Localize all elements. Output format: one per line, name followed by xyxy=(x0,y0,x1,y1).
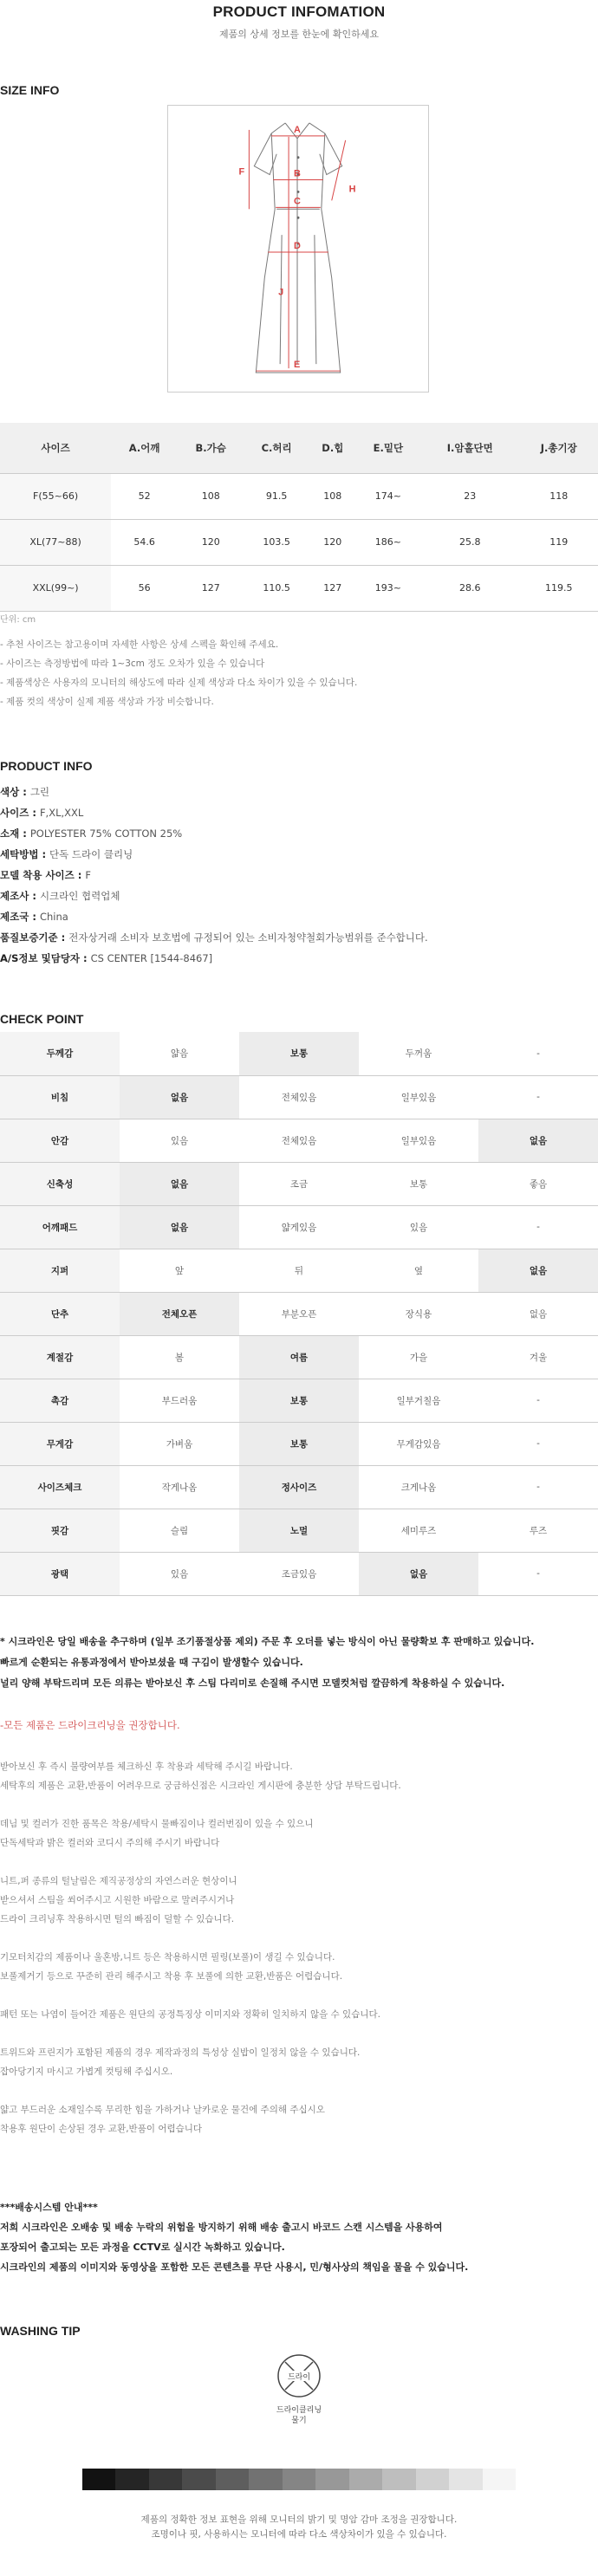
check-point-option: 세미루즈 xyxy=(359,1509,478,1552)
check-point-option: 봄 xyxy=(120,1335,239,1379)
check-point-option: 부분오픈 xyxy=(239,1292,359,1335)
care-line: 데님 및 컬러가 진한 품목은 착용/세탁시 물빠짐이나 컬러번짐이 있을 수 있으니 xyxy=(0,1819,314,1829)
care-line: 잡아당기지 마시고 가볍게 컷팅해 주십시오. xyxy=(0,2067,173,2077)
check-point-option: 루즈 xyxy=(478,1509,598,1552)
gray-swatch xyxy=(349,2469,382,2490)
check-point-row xyxy=(0,1379,598,1422)
check-point-option: 전체있음 xyxy=(239,1119,359,1162)
size-cell: 120 xyxy=(309,519,356,565)
size-notes xyxy=(0,635,357,711)
product-info-row: 품질보증기준 : 전자상거래 소비자 보호법에 규정되어 있는 소비자청약철회가능범위를 준수합니다. xyxy=(0,931,428,944)
care-line: 받으셔서 스팀을 쐬어주시고 시원한 바람으로 말려주시거나 xyxy=(0,1895,235,1905)
size-cell: XXL(99~) xyxy=(0,565,111,611)
care-line: 착용후 원단이 손상된 경우 교환,반품이 어렵습니다 xyxy=(0,2124,203,2134)
label-f: F xyxy=(238,166,245,178)
check-point-row xyxy=(0,1249,598,1292)
product-info-list xyxy=(0,782,428,969)
check-point-option: 좋음 xyxy=(478,1162,598,1205)
size-table xyxy=(0,423,598,612)
check-point-label: 광택 xyxy=(0,1552,120,1595)
check-point-option: 장식용 xyxy=(359,1292,478,1335)
check-point-option-selected: 없음 xyxy=(478,1119,598,1162)
check-point-option: 있음 xyxy=(359,1205,478,1249)
wash-label: 드라이클리닝 xyxy=(276,2406,322,2415)
size-row xyxy=(0,473,598,519)
check-point-option-selected: 전체오픈 xyxy=(120,1292,239,1335)
size-cell: 119 xyxy=(519,519,598,565)
size-cell: 127 xyxy=(178,565,244,611)
page-header xyxy=(0,0,598,41)
check-point-option: 일부거칠음 xyxy=(359,1379,478,1422)
check-point-option: 무게감있음 xyxy=(359,1422,478,1465)
size-table-header xyxy=(0,423,598,473)
info-key: 소재 xyxy=(0,827,20,840)
check-point-option-selected: 보통 xyxy=(239,1032,359,1075)
check-point-option: 두꺼움 xyxy=(359,1032,478,1075)
check-point-option: 전체있음 xyxy=(239,1075,359,1119)
check-point-row xyxy=(0,1119,598,1162)
monitor-notice xyxy=(0,2513,598,2542)
dress-size-diagram xyxy=(167,105,429,393)
check-point-option: - xyxy=(478,1075,598,1119)
check-point-option: 있음 xyxy=(120,1552,239,1595)
info-value: 그린 xyxy=(29,786,50,798)
label-a: A xyxy=(294,124,301,135)
care-spacer xyxy=(0,1853,401,1872)
size-note: - 제품 컷의 색상이 실제 제품 색상과 가장 비슷합니다. xyxy=(0,697,214,707)
care-line: 얇고 부드러운 소재일수록 무리한 힘을 가하거나 날카로운 물건에 주의해 주십시오 xyxy=(0,2105,325,2115)
check-point-option: 슬림 xyxy=(120,1509,239,1552)
gray-swatch xyxy=(382,2469,415,2490)
check-point-row xyxy=(0,1465,598,1509)
label-e: E xyxy=(294,360,301,371)
care-notes xyxy=(0,1757,401,2138)
care-spacer xyxy=(0,2024,401,2043)
care-line: 보풀제거기 등으로 꾸준히 관리 해주시고 착용 후 보풀에 의한 교환,반품은 어렵습니다. xyxy=(0,1971,343,1982)
check-point-row xyxy=(0,1205,598,1249)
info-key: A/S정보 및담당자 xyxy=(0,952,81,964)
wash-label: 물기 xyxy=(291,2417,307,2425)
size-cell: 56 xyxy=(111,565,178,611)
check-point-table xyxy=(0,1032,598,1596)
size-cell: 118 xyxy=(519,473,598,519)
dry-clean-notice: -모든 제품은 드라이크리닝을 권장합니다. xyxy=(0,1719,180,1731)
delivery-notice xyxy=(0,1632,534,1694)
label-d: D xyxy=(294,241,301,251)
check-point-label: 무게감 xyxy=(0,1422,120,1465)
size-note: - 사이즈는 측정방법에 따라 1~3cm 정도 오차가 있을 수 있습니다 xyxy=(0,659,265,669)
check-point-option: 앞 xyxy=(120,1249,239,1292)
check-point-option: 보통 xyxy=(359,1162,478,1205)
check-point-row xyxy=(0,1552,598,1595)
gray-swatch xyxy=(249,2469,282,2490)
grayscale-calibration-bar xyxy=(82,2469,516,2490)
gray-swatch xyxy=(483,2469,516,2490)
info-value: F xyxy=(85,869,92,881)
footer-line: 제품의 정확한 정보 표현을 위해 모니터의 밝기 및 명암 감마 조정을 권장합니다. xyxy=(140,2514,458,2525)
check-point-option: 얇게있음 xyxy=(239,1205,359,1249)
info-value: 전자상거래 소비자 보호법에 규정되어 있는 소비자청약철회가능범위를 준수합니다. xyxy=(68,931,428,944)
check-point-option-selected: 없음 xyxy=(359,1552,478,1595)
care-line: 니트,퍼 종류의 털날림은 제직공정상의 자연스러운 현상이니 xyxy=(0,1876,237,1886)
care-spacer xyxy=(0,2081,401,2100)
size-cell: 25.8 xyxy=(420,519,519,565)
washing-tip-title: WASHING TIP xyxy=(0,2324,81,2338)
check-point-option: 크게나옴 xyxy=(359,1465,478,1509)
check-point-option: - xyxy=(478,1032,598,1075)
check-point-option-selected: 보통 xyxy=(239,1422,359,1465)
ship-line: 포장되어 출고되는 모든 과정을 CCTV로 실시간 녹화하고 있습니다. xyxy=(0,2242,285,2253)
check-point-option: 얇음 xyxy=(120,1032,239,1075)
ship-line: 저희 시크라인은 오배송 및 배송 누락의 위험을 방지하기 위해 배송 출고시 바코드 스캔 시스템을 사용하여 xyxy=(0,2222,443,2233)
check-point-option: - xyxy=(478,1552,598,1595)
check-point-option-selected: 없음 xyxy=(478,1249,598,1292)
size-cell: 127 xyxy=(309,565,356,611)
size-cell: 174~ xyxy=(356,473,420,519)
size-col-header: J.총기장 xyxy=(519,423,598,473)
notice-line: 널리 양해 부탁드리며 모든 의류는 받아보신 후 스팀 다리미로 손질해 주시면 모델컷처럼 깔끔하게 착용하실 수 있습니다. xyxy=(0,1677,505,1689)
check-point-row xyxy=(0,1032,598,1075)
care-line: 드라이 크리닝후 착용하시면 털의 빠짐이 덜할 수 있습니다. xyxy=(0,1914,235,1924)
product-info-row: A/S정보 및담당자 : CS CENTER [1544-8467] xyxy=(0,952,213,964)
check-point-label: 비침 xyxy=(0,1075,120,1119)
check-point-option: 가을 xyxy=(359,1335,478,1379)
check-point-option-selected: 없음 xyxy=(120,1075,239,1119)
check-point-label: 어깨패드 xyxy=(0,1205,120,1249)
info-key: 색상 xyxy=(0,786,20,798)
product-info-row: 제조국 : China xyxy=(0,911,68,923)
check-point-option-selected: 여름 xyxy=(239,1335,359,1379)
size-col-header: A.어깨 xyxy=(111,423,178,473)
info-key: 세탁방법 xyxy=(0,848,39,860)
gray-swatch xyxy=(82,2469,115,2490)
size-col-header: D.힙 xyxy=(309,423,356,473)
care-spacer xyxy=(0,1929,401,1948)
check-point-option: - xyxy=(478,1465,598,1509)
size-note: - 추천 사이즈는 참고용이며 자세한 사항은 상세 스펙을 확인해 주세요. xyxy=(0,639,279,650)
label-j: J xyxy=(278,287,284,298)
size-cell: 23 xyxy=(420,473,519,519)
check-point-option: 있음 xyxy=(120,1119,239,1162)
size-note: - 제품색상은 사용자의 모니터의 해상도에 따라 실제 색상과 다소 차이가 있을 수 있습니다. xyxy=(0,678,358,688)
product-info-row: 모델 착용 사이즈 : F xyxy=(0,869,92,881)
check-point-row xyxy=(0,1509,598,1552)
check-point-option: - xyxy=(478,1379,598,1422)
check-point-option: 조금 xyxy=(239,1162,359,1205)
label-b: B xyxy=(294,168,301,179)
care-line: 받아보신 후 즉시 불량여부를 체크하신 후 착용과 세탁해 주시길 바랍니다. xyxy=(0,1762,293,1772)
size-col-header: E.밑단 xyxy=(356,423,420,473)
check-point-option: 조금있음 xyxy=(239,1552,359,1595)
info-key: 모델 착용 사이즈 xyxy=(0,869,75,881)
size-cell: 103.5 xyxy=(244,519,309,565)
check-point-option: 부드러움 xyxy=(120,1379,239,1422)
info-value: CS CENTER [1544-8467] xyxy=(90,952,213,964)
size-row xyxy=(0,519,598,565)
check-point-label: 단추 xyxy=(0,1292,120,1335)
ship-line: ***배송시스템 안내*** xyxy=(0,2202,98,2213)
footer-line: 조명이나 핏, 사용하시는 모니터에 따라 다소 색상차이가 있을 수 있습니다. xyxy=(151,2529,447,2540)
shipping-notice xyxy=(0,2197,468,2277)
size-cell: F(55~66) xyxy=(0,473,111,519)
size-col-header: C.허리 xyxy=(244,423,309,473)
size-cell: 91.5 xyxy=(244,473,309,519)
dry-clean-icon xyxy=(273,2350,325,2402)
size-col-header: B.가슴 xyxy=(178,423,244,473)
check-point-option: 없음 xyxy=(478,1292,598,1335)
check-point-option-selected: 노멀 xyxy=(239,1509,359,1552)
size-cell: 120 xyxy=(178,519,244,565)
info-key: 제조국 xyxy=(0,911,29,923)
gray-swatch xyxy=(216,2469,249,2490)
check-point-option: 작게나옴 xyxy=(120,1465,239,1509)
size-row xyxy=(0,565,598,611)
info-value: China xyxy=(39,911,68,923)
check-point-label: 사이즈체크 xyxy=(0,1465,120,1509)
check-point-row xyxy=(0,1422,598,1465)
product-info-row: 색상 : 그린 xyxy=(0,786,50,798)
page-title: PRODUCT INFOMATION xyxy=(212,3,386,20)
check-point-option: - xyxy=(478,1422,598,1465)
dry-clean-icon-text: 드라이 xyxy=(287,2373,311,2382)
check-point-option: - xyxy=(478,1205,598,1249)
gray-swatch xyxy=(149,2469,182,2490)
check-point-label: 신축성 xyxy=(0,1162,120,1205)
gray-swatch xyxy=(283,2469,315,2490)
gray-swatch xyxy=(416,2469,449,2490)
care-spacer xyxy=(0,1795,401,1814)
size-cell: 52 xyxy=(111,473,178,519)
size-cell: XL(77~88) xyxy=(0,519,111,565)
care-line: 세탁후의 제품은 교환,반품이 어려우므로 궁금하신점은 시크라인 게시판에 충분한 상담 부탁드립니다. xyxy=(0,1781,401,1791)
ship-line: 시크라인의 제품의 이미지와 동영상을 포함한 모든 콘텐츠를 무단 사용시, 민/형사상의 책임을 물을 수 있습니다. xyxy=(0,2261,469,2273)
notice-line: * 시크라인은 당일 배송을 추구하며 (일부 조기품절상품 제외) 주문 후 오더를 넣는 방식이 아닌 물량확보 후 판매하고 있습니다. xyxy=(0,1636,535,1647)
product-info-row: 제조사 : 시크라인 협력업체 xyxy=(0,890,120,902)
care-line: 기모터치감의 제품이나 울혼방,니트 등은 착용하시면 필링(보풀)이 생길 수 있습니다. xyxy=(0,1952,335,1963)
product-info-row: 사이즈 : F,XL,XXL xyxy=(0,807,84,819)
dry-clean-symbol xyxy=(264,2350,334,2426)
size-cell: 28.6 xyxy=(420,565,519,611)
size-col-header: 사이즈 xyxy=(0,423,111,473)
label-h: H xyxy=(348,184,356,195)
check-point-row xyxy=(0,1292,598,1335)
product-info-title: PRODUCT INFO xyxy=(0,759,93,773)
check-point-option-selected: 보통 xyxy=(239,1379,359,1422)
size-cell: 186~ xyxy=(356,519,420,565)
info-value: POLYESTER 75% COTTON 25% xyxy=(29,827,183,840)
check-point-option-selected: 없음 xyxy=(120,1162,239,1205)
care-line: 단독세탁과 밝은 컬러와 코디시 주의해 주시기 바랍니다 xyxy=(0,1838,220,1848)
gray-swatch xyxy=(182,2469,215,2490)
dress-sketch xyxy=(168,106,428,392)
info-key: 제조사 xyxy=(0,890,29,902)
size-col-header: I.암홀단면 xyxy=(420,423,519,473)
check-point-option: 겨울 xyxy=(478,1335,598,1379)
size-cell: 108 xyxy=(178,473,244,519)
gray-swatch xyxy=(315,2469,348,2490)
check-point-row xyxy=(0,1075,598,1119)
check-point-title: CHECK POINT xyxy=(0,1012,84,1026)
size-cell: 119.5 xyxy=(519,565,598,611)
check-point-row xyxy=(0,1162,598,1205)
product-info-row: 세탁방법 : 단독 드라이 클리닝 xyxy=(0,848,133,860)
check-point-option: 옆 xyxy=(359,1249,478,1292)
care-line: 트위드와 프린지가 포함된 제품의 경우 제작과정의 특성상 실밥이 일정치 않을 수 있습니다. xyxy=(0,2047,361,2058)
info-key: 품질보증기준 xyxy=(0,931,58,944)
info-value: 시크라인 협력업체 xyxy=(39,890,120,902)
check-point-label: 지퍼 xyxy=(0,1249,120,1292)
size-cell: 108 xyxy=(309,473,356,519)
check-point-label: 안감 xyxy=(0,1119,120,1162)
size-unit: 단위: cm xyxy=(0,615,36,625)
gray-swatch xyxy=(449,2469,482,2490)
check-point-row xyxy=(0,1335,598,1379)
info-key: 사이즈 xyxy=(0,807,29,819)
care-spacer xyxy=(0,1986,401,2005)
size-cell: 110.5 xyxy=(244,565,309,611)
size-cell: 193~ xyxy=(356,565,420,611)
label-c: C xyxy=(294,196,301,207)
size-info-title: SIZE INFO xyxy=(0,83,60,97)
check-point-label: 두께감 xyxy=(0,1032,120,1075)
gray-swatch xyxy=(115,2469,148,2490)
check-point-option-selected: 정사이즈 xyxy=(239,1465,359,1509)
product-info-row: 소재 : POLYESTER 75% COTTON 25% xyxy=(0,827,183,840)
info-value: F,XL,XXL xyxy=(39,807,84,819)
care-line: 패턴 또는 나염이 들어간 제품은 원단의 공정특징상 이미지와 정확히 일치하지 않을 수 있습니다. xyxy=(0,2009,380,2020)
check-point-option: 일부있음 xyxy=(359,1075,478,1119)
check-point-option: 뒤 xyxy=(239,1249,359,1292)
check-point-label: 계절감 xyxy=(0,1335,120,1379)
check-point-option-selected: 없음 xyxy=(120,1205,239,1249)
check-point-option: 일부있음 xyxy=(359,1119,478,1162)
check-point-label: 촉감 xyxy=(0,1379,120,1422)
page-subtitle: 제품의 상세 정보를 한눈에 확인하세요 xyxy=(218,29,379,40)
check-point-option: 가벼움 xyxy=(120,1422,239,1465)
info-value: 단독 드라이 클리닝 xyxy=(49,848,133,860)
size-cell: 54.6 xyxy=(111,519,178,565)
notice-line: 빠르게 순환되는 유통과정에서 받아보셨을 때 구김이 발생할수 있습니다. xyxy=(0,1657,303,1668)
check-point-label: 핏감 xyxy=(0,1509,120,1552)
